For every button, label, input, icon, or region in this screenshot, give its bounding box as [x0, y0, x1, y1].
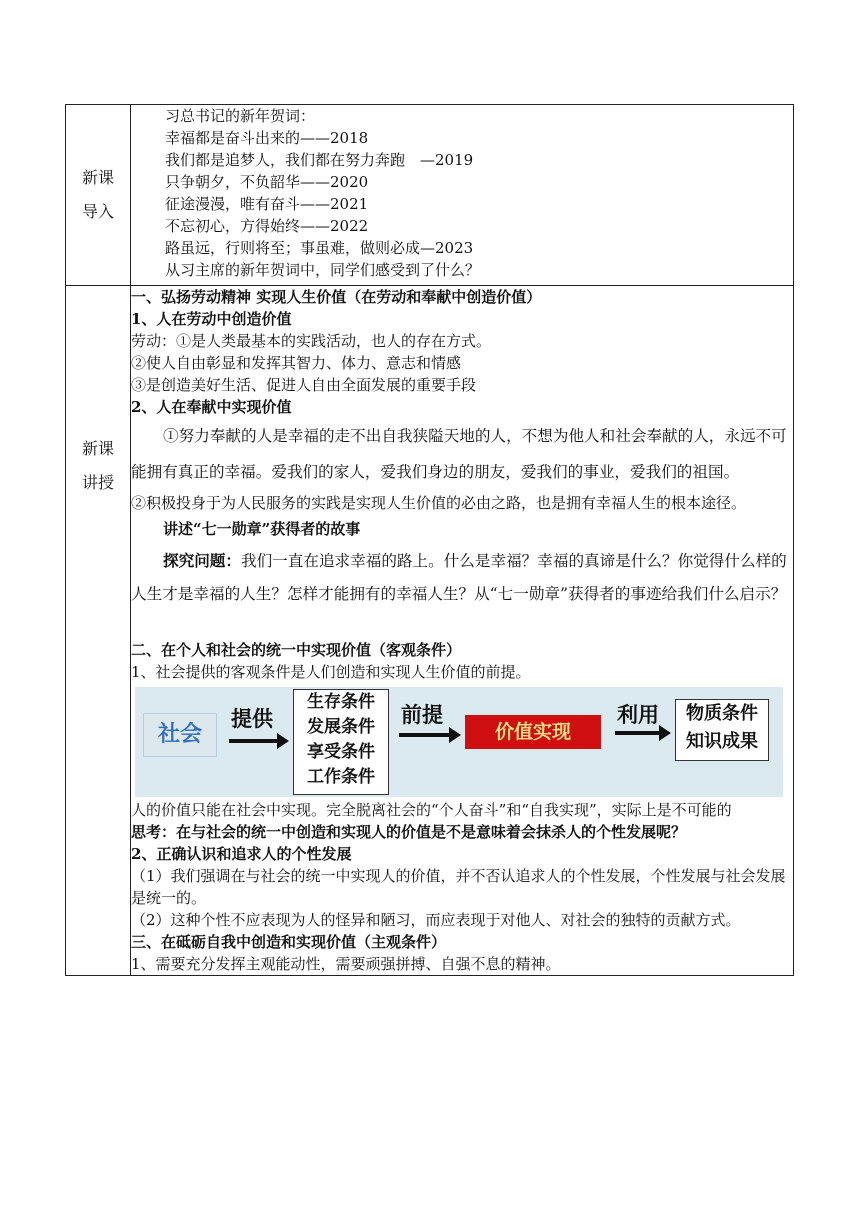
section-3-1-text: 1、需要充分发挥主观能动性，需要顽强拼搏、自强不息的精神。	[131, 955, 561, 973]
lecture-label-line-2: 讲授	[81, 473, 114, 492]
intro-row	[66, 105, 794, 286]
labor-point-2: ②使人自由彰显和发挥其智力、体力、意志和情感	[131, 354, 462, 372]
story-heading: 讲述“七一勋章”获得者的故事	[163, 520, 361, 538]
result-item: 知识成果	[686, 731, 758, 752]
intro-line: 路虽远，行则将至；事虽难，做则必成—2023	[165, 239, 474, 257]
condition-item: 工作条件	[307, 767, 375, 787]
section-1-title: 一、弘扬劳动精神 实现人生价值（在劳动和奉献中创造价值）	[131, 288, 542, 306]
lecture-content-cell	[131, 286, 794, 976]
dedication-paragraph-1: ①努力奉献的人是幸福的走不出自我狭隘天地的人，不想为他人和社会奉献的人，永远不可能拥有真正的幸福。爱我们的家人，爱我们身边的朋友，爱我们的事业，爱我们的祖国。	[131, 427, 787, 481]
labor-point-1: 劳动：①是人类最基本的实践活动，也人的存在方式。	[131, 332, 492, 350]
inquiry-paragraph	[131, 544, 793, 611]
intro-line: 征途漫漫，唯有奋斗——2021	[165, 195, 369, 213]
provide-label: 提供	[231, 707, 273, 731]
section-2-1-text: 1、社会提供的客观条件是人们创造和实现人生价值的前提。	[131, 663, 531, 681]
value-realization-box: 价值实现	[465, 715, 601, 749]
value-realization-diagram	[135, 687, 783, 797]
section-2-2-title: 2、正确认识和追求人的个性发展	[131, 845, 352, 863]
think-question: 思考：在与社会的统一中创造和实现人的价值是不是意味着会抹杀人的个性发展呢？	[131, 823, 687, 841]
society-note: 人的价值只能在社会中实现。完全脱离社会的“个人奋斗”和“自我实现”，实际上是不可能的	[131, 801, 732, 819]
condition-item: 生存条件	[307, 692, 375, 712]
lecture-label-line-1: 新课	[81, 439, 114, 458]
individuality-paragraph-2: （2）这种个性不应表现为人的怪异和陋习，而应表现于对他人、对社会的独特的贡献方式。	[131, 911, 741, 929]
section-2-title: 二、在个人和社会的统一中实现价值（客观条件）	[131, 641, 462, 659]
use-label: 利用	[617, 703, 659, 727]
intro-line: 幸福都是奋斗出来的——2018	[165, 129, 369, 147]
condition-item: 发展条件	[307, 717, 375, 737]
dedication-paragraph-2: ②积极投身于为人民服务的实践是实现人生价值的必由之路，也是拥有幸福人生的根本途径。	[131, 494, 747, 512]
premise-arrow	[399, 733, 451, 737]
result-item: 物质条件	[686, 703, 758, 724]
intro-line: 不忘初心，方得始终——2022	[165, 217, 369, 235]
provide-arrow	[229, 739, 279, 743]
conditions-box	[293, 689, 389, 795]
intro-content-cell	[131, 105, 794, 286]
section-1-1-title: 1、人在劳动中创造价值	[131, 310, 292, 328]
intro-line: 只争朝夕，不负韶华——2020	[165, 173, 369, 191]
society-box: 社会	[143, 713, 217, 757]
intro-line: 从习主席的新年贺词中，同学们感受到了什么？	[165, 261, 481, 279]
labor-point-3: ③是创造美好生活、促进人自由全面发展的重要手段	[131, 376, 477, 394]
condition-item: 享受条件	[307, 742, 375, 762]
individuality-paragraph-1: （1）我们强调在与社会的统一中实现人的价值，并不否认追求人的个性发展，个性发展与社会发展是统一的。	[131, 867, 786, 907]
lecture-row	[66, 286, 794, 976]
inquiry-text: 我们一直在追求幸福的路上。什么是幸福？幸福的真谛是什么？你觉得什么样的人生才是幸福的人生？怎样才能拥有的幸福人生？从“七一勋章”获得者的事迹给我们什么启示？	[131, 552, 787, 603]
intro-label-line-1: 新课	[81, 168, 114, 187]
intro-line: 习总书记的新年贺词：	[165, 107, 316, 125]
intro-line: 我们都是追梦人，我们都在努力奔跑 —2019	[165, 151, 474, 169]
section-3-title: 三、在砥砺自我中创造和实现价值（主观条件）	[131, 933, 447, 951]
lecture-label-cell	[66, 286, 131, 976]
inquiry-label: 探究问题：	[163, 551, 241, 570]
intro-label-line-2: 导入	[81, 202, 114, 221]
section-1-2-title: 2、人在奉献中实现价值	[131, 398, 292, 416]
premise-label: 前提	[401, 703, 443, 727]
use-arrow	[615, 731, 661, 735]
results-box	[675, 699, 769, 761]
lesson-table	[65, 104, 794, 976]
intro-label-cell	[66, 105, 131, 286]
